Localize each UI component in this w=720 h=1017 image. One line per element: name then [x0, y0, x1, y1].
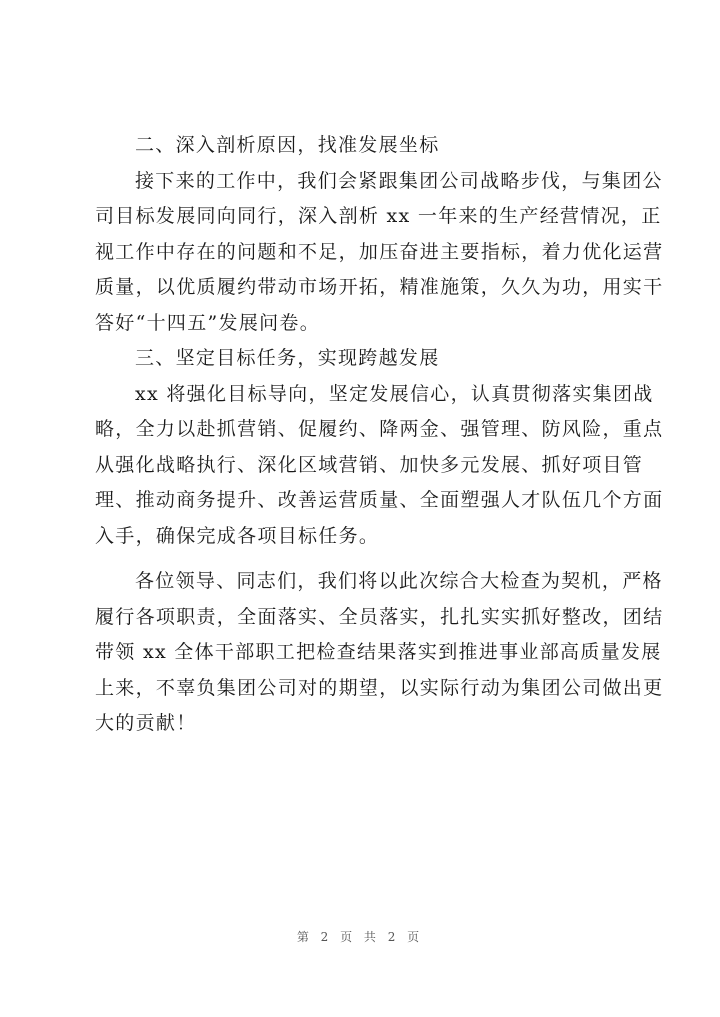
section-heading-3	[135, 341, 695, 377]
document-body	[95, 128, 695, 742]
section-3-paragraph	[95, 377, 695, 555]
section-2-paragraph	[95, 164, 695, 342]
paragraph-line: 略，全力以赴抓营销、促履约、降两金、强管理、防风险，重点	[95, 418, 664, 440]
paragraph-line: 从强化战略执行、深化区域营销、加快多元发展、抓好项目管	[95, 453, 644, 476]
paragraph-line: 带领 xx 全体干部职工把检查结果落实到推进事业部高质量发展	[95, 641, 662, 663]
section-heading-2	[135, 128, 695, 164]
paragraph-line: 视工作中存在的问题和不足，加压奋进主要指标，着力优化运营	[95, 240, 664, 263]
paragraph-line: 各位领导、同志们，我们将以此次综合大检查为契机，严格	[135, 570, 663, 592]
section-heading-3-text: 三、坚定目标任务，实现跨越发展	[135, 347, 440, 369]
section-heading-2-text: 二、深入剖析原因，找准发展坐标	[135, 134, 440, 156]
paragraph-line: 上来，不辜负集团公司对的期望，以实际行动为集团公司做出更	[95, 676, 664, 699]
page-number-text: 第 2 页 共 2 页	[296, 930, 424, 944]
paragraph-line: 接下来的工作中，我们会紧跟集团公司战略步伐，与集团公	[135, 169, 663, 192]
paragraph-line: 司目标发展同向同行，深入剖析 xx 一年来的生产经营情况，正	[95, 205, 662, 227]
closing-paragraph	[95, 564, 695, 742]
paragraph-line: 理、推动商务提升、改善运营质量、全面塑强人才队伍几个方面	[95, 489, 664, 511]
paragraph-line: xx 将强化目标导向，坚定发展信心，认真贯彻落实集团战	[135, 382, 654, 405]
paragraph-line: 答好“十四五”发展问卷。	[95, 311, 321, 334]
paragraph-line: 入手，确保完成各项目标任务。	[95, 524, 380, 547]
paragraph-line: 大的贡献！	[95, 712, 197, 734]
paragraph-line: 履行各项职责，全面落实、全员落实，扎扎实实抓好整改，团结	[95, 605, 664, 628]
paragraph-line: 质量，以优质履约带动市场开拓，精准施策，久久为功，用实干	[95, 276, 664, 298]
page-footer	[0, 928, 720, 945]
